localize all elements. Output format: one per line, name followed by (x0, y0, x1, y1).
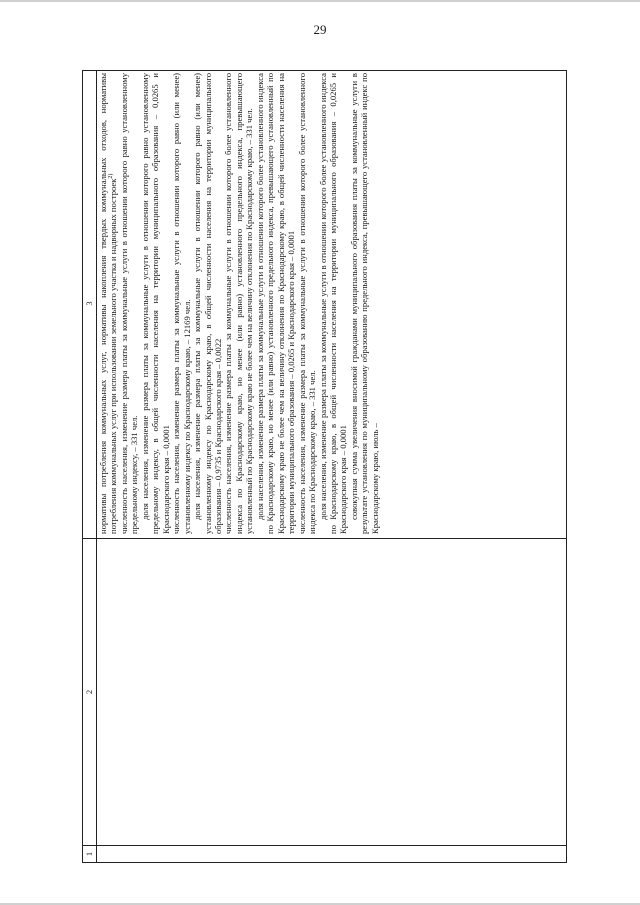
scan-edge-top (0, 0, 640, 2)
paragraph (223, 73, 254, 534)
table-header-row (83, 71, 97, 862)
footnote-marker: 2) (108, 173, 115, 179)
paragraph-text: доля населения, изменение размера платы за коммунальные услуги в отношении которого более установленного индекса по Краснодарскому краю, но менее (или равно) установленного предельного индекса, превышающего установленный по Краснодарскому краю не более чем на величину отклонения по Краснодарскому краю, в общей численности населения на территории муниципального образования – 0,0265 и Краснодарского края – 0,0001 (254, 73, 297, 534)
paragraph-text: численность населения, изменение размера платы за коммунальные услуги в отношении которого более установленного индекса по Краснодарскому краю, – 331 чел. (296, 73, 318, 534)
paragraph (192, 73, 223, 534)
paragraph-text: нормативы потребления коммунальных услуг, нормативы накопления твердых коммунальных отходов, нормативы потребления коммунальных услуг при использовании земельного участка и надворных построек (98, 73, 119, 534)
paragraph-text: совокупная сумма увеличения вносимой гражданами муниципального образования платы за коммунальные услуги в результате установления по муниципальному образованию предельного индекса, превышающего установленный индекс по Краснодарскому краю, июль – (348, 73, 380, 534)
paragraph (297, 73, 318, 534)
page-number: 29 (313, 22, 327, 37)
header-col-3: 3 (84, 301, 94, 306)
paragraph-text: доля населения, изменение размера платы за коммунальные услуги в отношении которого более установленного индекса по Краснодарскому краю, в общей численности населения на территории муниципального образования – 0,0265 и Краснодарского края – 0,0001 (317, 73, 349, 534)
header-col-2: 2 (83, 538, 97, 845)
rotated-table (82, 70, 567, 863)
paragraph (140, 73, 171, 534)
paragraph-text: доля населения, изменение размера платы за коммунальные услуги в отношении которого равно (или менее) установленному индексу по Краснодарскому краю, в общей численности населения на территории муниципального образования – 0,9735 и Краснодарского края – 0,0022 (192, 73, 223, 534)
paragraph (349, 73, 380, 534)
paragraph (119, 73, 140, 534)
cell-col-2 (97, 538, 566, 845)
paragraph (318, 73, 349, 534)
paragraph-text: численность населения, изменение размера платы за коммунальные услуги в отношении которого равно (или менее) установленному индексу по Краснодарскому краю, – 12169 чел. (171, 73, 192, 534)
paragraph (255, 73, 297, 534)
paragraph-text: численность населения, изменение размера платы за коммунальные услуги в отношении которого равно установленному предельному индексу, – 331 чел. (118, 73, 140, 534)
paragraph-text: численность населения, изменение размера платы за коммунальные услуги в отношении которого более установленного индекса по Краснодарскому краю, но менее (или равно) установленного предельного индекса, превышающего установленный по Краснодарскому краю не более чем на величину отклонения по Краснодарскому краю, – 331 чел. (223, 73, 255, 534)
cell-col-1 (97, 845, 566, 862)
paragraph-text: доля населения, изменение размера платы за коммунальные услуги в отношении которого равно установленному предельному индексу, в общей численности населения на территории муниципального образования – 0,0265 и Краснодарского края – 0,0001 (139, 73, 171, 534)
header-col-1: 1 (83, 845, 97, 862)
paragraph (171, 73, 192, 534)
paragraph (98, 73, 119, 534)
cell-col-3 (97, 69, 566, 538)
